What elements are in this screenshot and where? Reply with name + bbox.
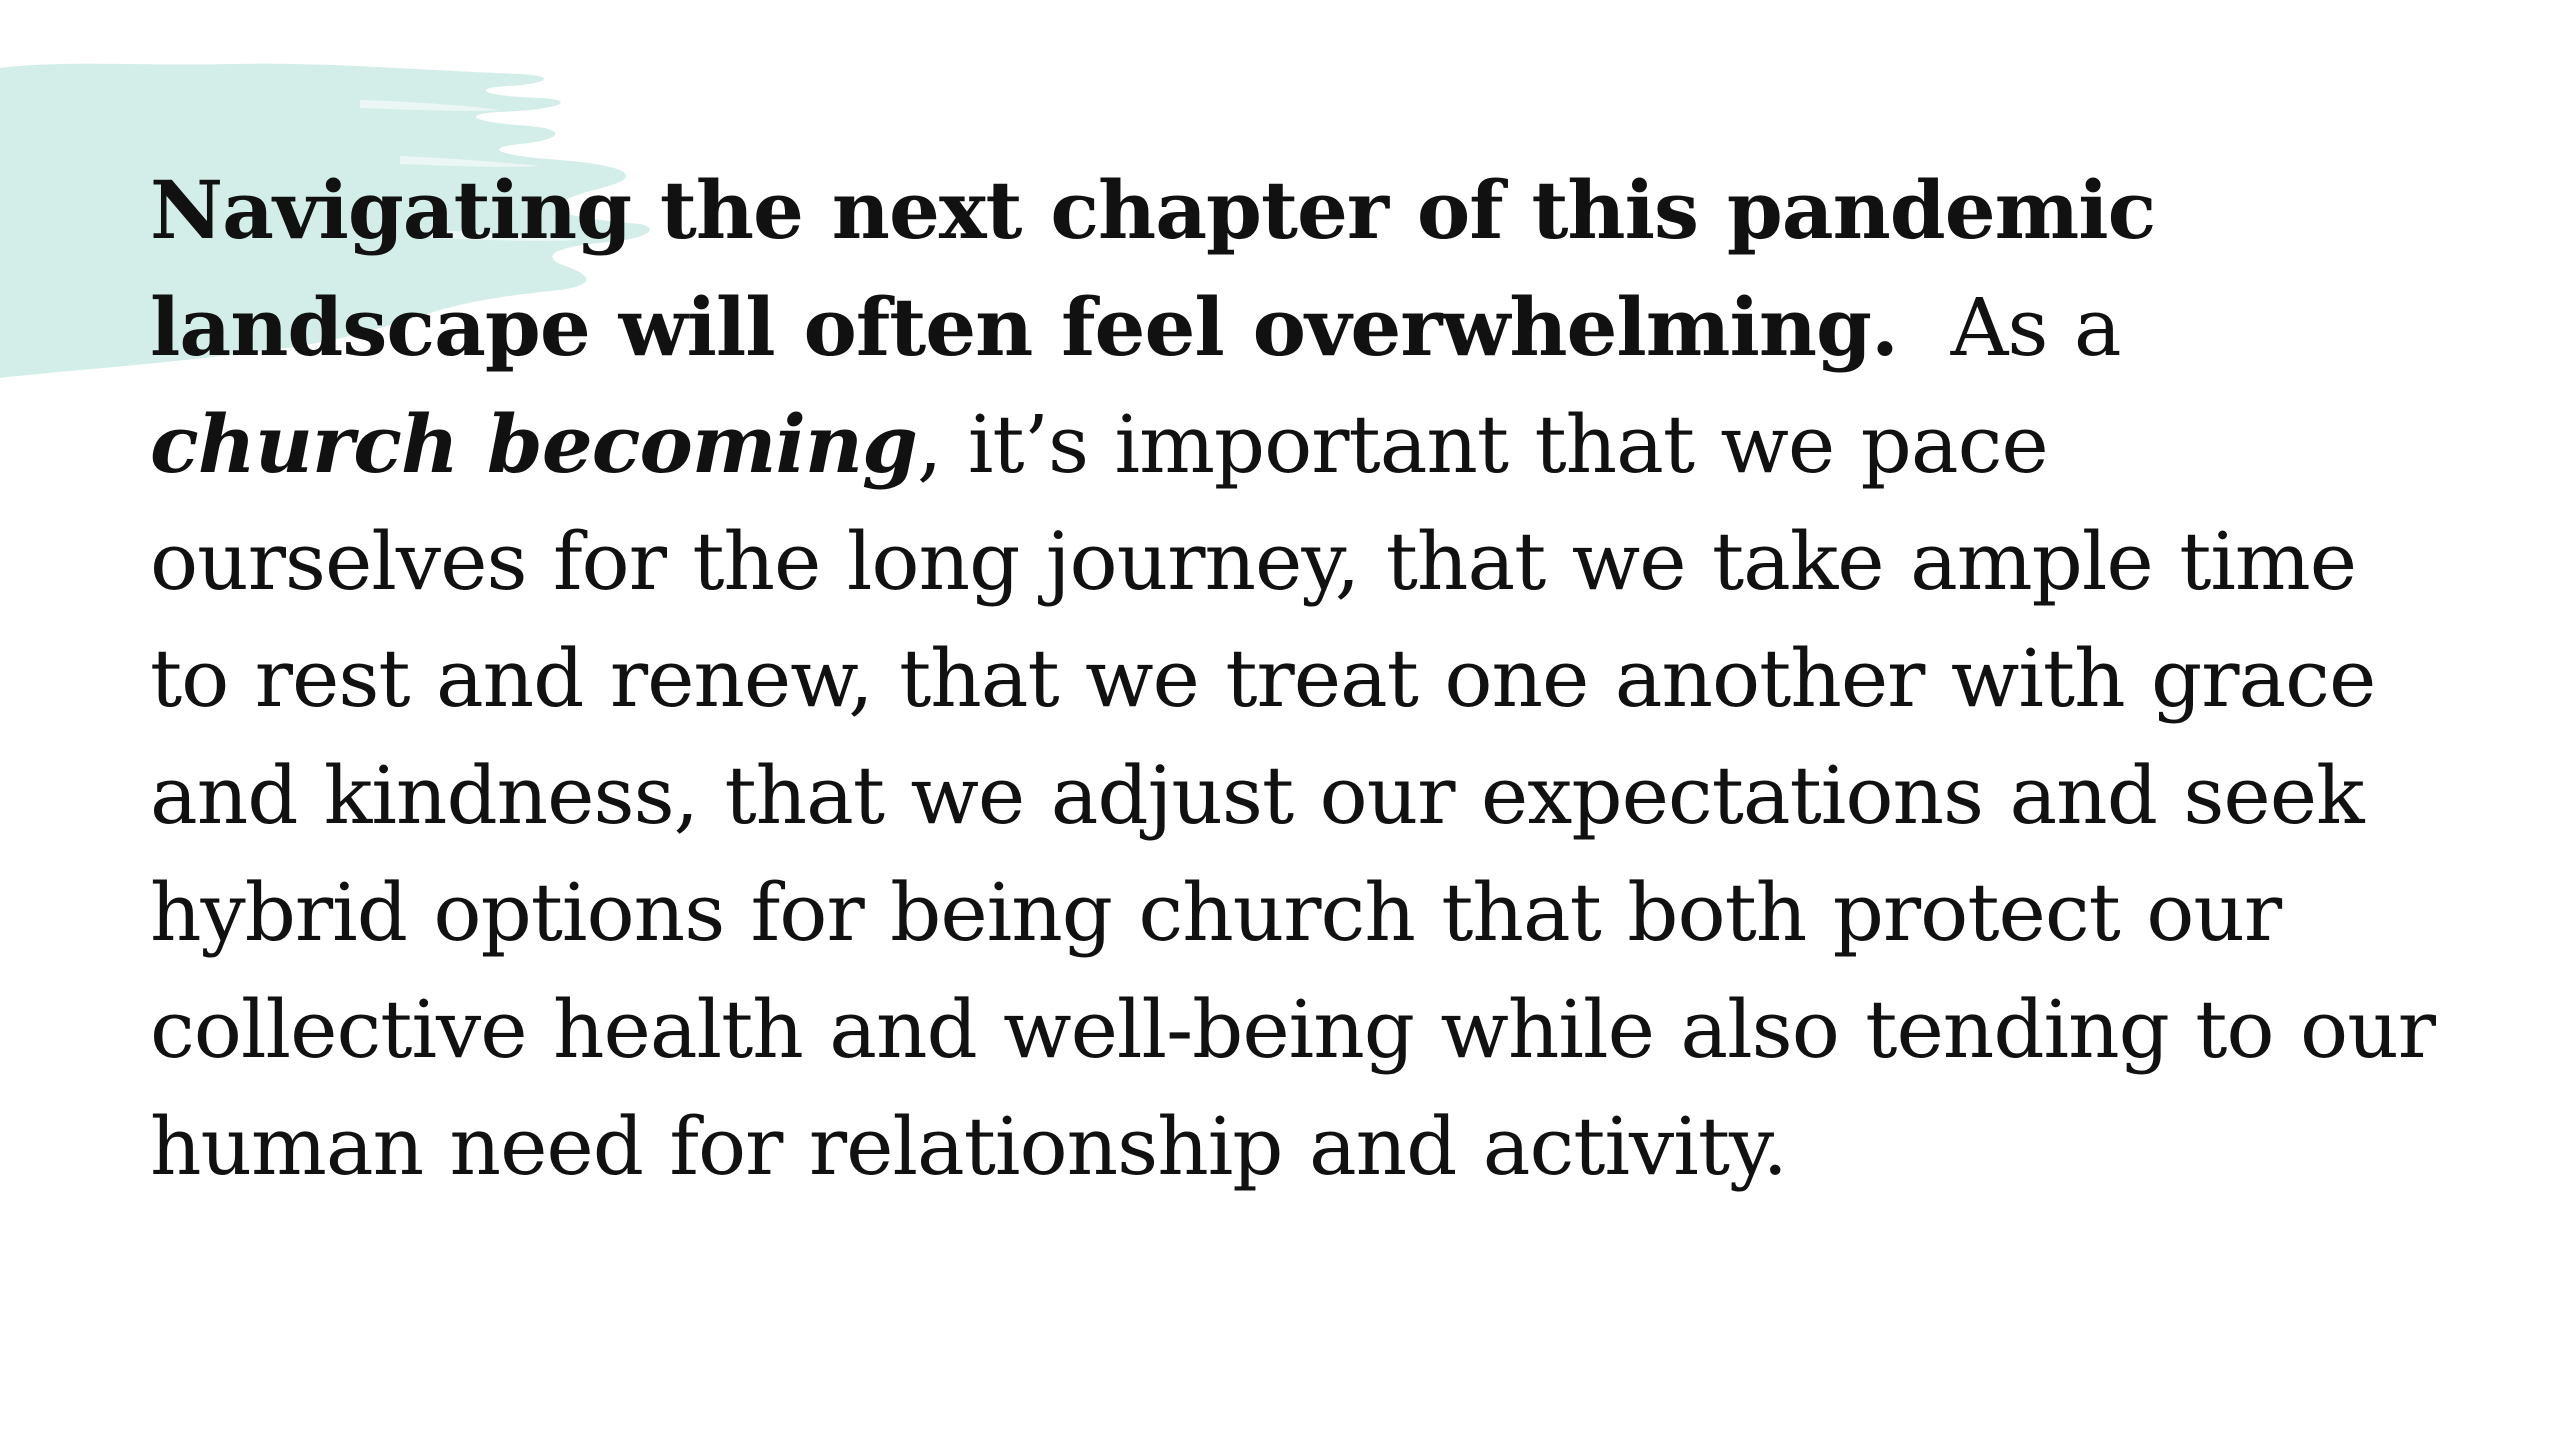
passage-connector: As a (1897, 281, 2148, 374)
slide-passage (150, 152, 2440, 1205)
passage-body: , it’s important that we pace ourselves for the long journey, that we take ample time to rest and renew, that we treat one another with grace and kindness, that we adjust our expectations and seek hybrid options for being church that both protect our collective health and well-being while also tending to our human need for relationship and activity. (150, 398, 2435, 1193)
passage-lead-bold: Navigating the next chapter of this pandemic landscape will often feel overwhelming. (150, 163, 2156, 374)
passage-emphasis: church becoming (150, 397, 917, 491)
